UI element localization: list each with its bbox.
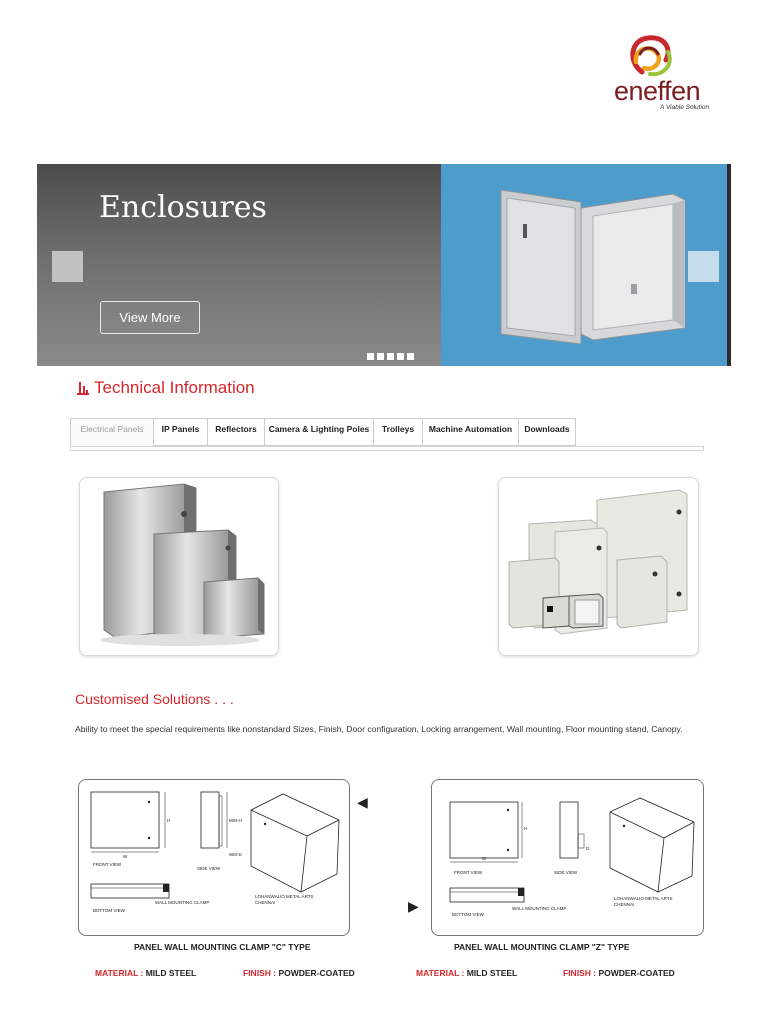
z-maker-label-line1: LOHANWALIO METAL ARTS xyxy=(614,896,673,901)
stainless-box-icon xyxy=(80,478,278,655)
tab-trolleys[interactable]: Trolleys xyxy=(373,418,422,446)
dim-wm-d-label: WM-D xyxy=(229,852,242,857)
side-view-label: SIDE VIEW xyxy=(197,866,221,871)
painted-box-icon xyxy=(499,478,698,655)
z-front-view-label: FRONT VIEW xyxy=(454,870,483,875)
technical-title: Technical Information xyxy=(94,378,255,397)
slide-title: Enclosures xyxy=(99,190,267,225)
c-finish-label: FINISH : xyxy=(243,968,277,978)
customised-title: Customised Solutions . . . xyxy=(75,691,234,707)
technical-heading xyxy=(76,378,255,398)
tab-electrical-panels[interactable]: Electrical Panels xyxy=(70,418,153,446)
slider-dot-3[interactable] xyxy=(387,353,394,360)
bottom-view-label: BOTTOM VIEW xyxy=(93,908,125,913)
c-material xyxy=(95,968,196,978)
front-view-label: FRONT VIEW xyxy=(93,862,122,867)
z-clamp-label: WALL MOUNTING CLAMP xyxy=(512,906,567,911)
painted-enclosures-image xyxy=(498,477,699,656)
z-type-caption: PANEL WALL MOUNTING CLAMP "Z" TYPE xyxy=(454,942,630,952)
z-material-value: MILD STEEL xyxy=(466,968,518,978)
customised-description: Ability to meet the special requirements like nonstandard Sizes, Finish, Door configuration, Locking arrangement, Wall mounting, Floor mounting stand, Canopy. xyxy=(75,724,683,734)
arrow-left-icon: ◀ xyxy=(357,794,368,810)
slider-dot-2[interactable] xyxy=(377,353,384,360)
z-material xyxy=(416,968,517,978)
tab-downloads[interactable]: Downloads xyxy=(518,418,576,446)
slider-next-button[interactable] xyxy=(688,251,719,282)
c-type-caption: PANEL WALL MOUNTING CLAMP "C" TYPE xyxy=(134,942,311,952)
arrow-right-icon: ▶ xyxy=(408,898,419,914)
z-bottom-view-label: BOTTOM VIEW xyxy=(452,912,484,917)
brand-logo[interactable] xyxy=(610,32,730,114)
z-type-diagram-icon xyxy=(432,780,703,935)
maker-label-line1: LOHANWALIO METAL ARTS xyxy=(255,894,314,899)
dim-w-label: W xyxy=(123,854,128,859)
tab-ip-panels[interactable]: IP Panels xyxy=(153,418,207,446)
z-side-view-label: SIDE VIEW xyxy=(554,870,578,875)
c-type-diagram-icon xyxy=(79,780,349,935)
dim-h-label: H xyxy=(167,818,171,823)
tab-reflectors[interactable]: Reflectors xyxy=(207,418,264,446)
dim-wm-h-label: WM-H xyxy=(229,818,242,823)
tab-machine-automation[interactable]: Machine Automation xyxy=(422,418,518,446)
logo-brand-text: eneffen xyxy=(614,76,701,106)
tab-panel-border xyxy=(70,446,704,451)
maker-label-line2: CHENNAI xyxy=(255,900,276,905)
clamp-c-type-drawing xyxy=(78,779,350,936)
clamp-label: WALL MOUNTING CLAMP xyxy=(155,900,210,905)
slider-dot-4[interactable] xyxy=(397,353,404,360)
view-more-button[interactable]: View More xyxy=(100,301,200,334)
slider-dot-5[interactable] xyxy=(407,353,414,360)
z-finish xyxy=(563,968,675,978)
c-material-label: MATERIAL : xyxy=(95,968,144,978)
logo-tagline: A Viable Solution xyxy=(660,104,710,111)
z-material-label: MATERIAL : xyxy=(416,968,465,978)
z-dim-h-label: H xyxy=(524,826,528,831)
z-dim-d-label: D xyxy=(586,846,590,851)
z-maker-label-line2: CHENNAI xyxy=(614,902,635,907)
tab-camera-lighting-poles[interactable]: Camera & Lighting Poles xyxy=(264,418,373,446)
stainless-enclosures-image xyxy=(79,477,279,656)
banner-edge xyxy=(727,164,731,366)
slider-prev-button[interactable] xyxy=(52,251,83,282)
hero-slider xyxy=(37,164,731,366)
z-finish-value: POWDER-COATED xyxy=(598,968,675,978)
slider-dots xyxy=(367,353,414,360)
c-finish-value: POWDER-COATED xyxy=(278,968,355,978)
z-finish-label: FINISH : xyxy=(563,968,597,978)
c-material-value: MILD STEEL xyxy=(145,968,197,978)
clamp-z-type-drawing xyxy=(431,779,704,936)
c-finish xyxy=(243,968,355,978)
slider-dot-1[interactable] xyxy=(367,353,374,360)
z-dim-w-label: W xyxy=(482,856,487,861)
chart-icon xyxy=(76,380,90,396)
technical-tabs xyxy=(70,418,576,446)
logo-swirl-icon xyxy=(620,32,690,82)
